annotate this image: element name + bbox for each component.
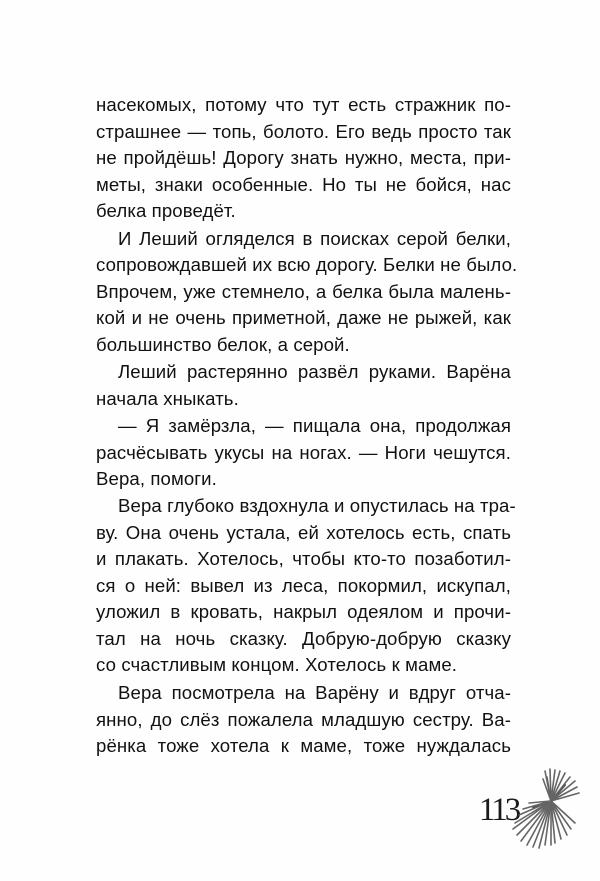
paragraph-first-line: Леший растерянно развёл руками. Варёна xyxy=(118,361,511,382)
text-line: сопровождавшей их всю дорогу. Белки не было. xyxy=(96,254,518,275)
paragraph-first-line: Вера посмотрела на Варёну и вдруг отча- xyxy=(118,682,511,703)
text-line: страшнее — топь, болото. Его ведь просто так xyxy=(96,120,511,142)
text-line: рёнка тоже хотела к маме, тоже нуждалась xyxy=(96,735,511,756)
text-line: меты, знаки особенные. Но ты не бойся, нас xyxy=(96,173,511,195)
text-line: кой и не очень приметной, даже не рыжей, как xyxy=(96,307,511,328)
pine-branch-icon xyxy=(505,765,595,850)
text-line: ся о ней: вывел из леса, покормил, искупал, xyxy=(96,574,511,596)
text-line: не пройдёшь! Дорогу знать нужно, места, при- xyxy=(96,147,511,168)
paragraph-first-line: И Леший огляделся в поисках серой белки, xyxy=(118,227,511,249)
text-line: Впрочем, уже стемнело, а белка была малень- xyxy=(96,280,511,302)
text-line: янно, до слёз пожалела младшую сестру. Ва- xyxy=(96,708,511,730)
text-line: большинство белок, а серой. xyxy=(96,333,350,355)
text-line: уложил в кровать, накрыл одеялом и прочи- xyxy=(96,601,511,622)
paragraph-first-line: Вера глубоко вздохнула и опустилась на тра- xyxy=(118,495,516,516)
text-line: тал на ночь сказку. Добрую-добрую сказку xyxy=(96,627,511,649)
text-line: начала хныкать. xyxy=(96,387,239,409)
text-line: ву. Она очень устала, ей хотелось есть, спать xyxy=(96,521,511,543)
text-line: насекомых, потому что тут есть стражник по- xyxy=(96,94,511,115)
text-line: белка проведёт. xyxy=(96,200,236,221)
paragraph-first-line: — Я замёрзла, — пищала она, продолжая xyxy=(118,415,511,436)
text-line: и плакать. Хотелось, чтобы кто-то позаботил- xyxy=(96,548,511,569)
text-line: Вера, помоги. xyxy=(96,468,217,489)
page-number: 113 xyxy=(479,792,519,828)
text-line: со счастливым концом. Хотелось к маме. xyxy=(96,654,458,675)
text-line: расчёсывать укусы на ногах. — Ноги чешутся. xyxy=(96,441,511,463)
